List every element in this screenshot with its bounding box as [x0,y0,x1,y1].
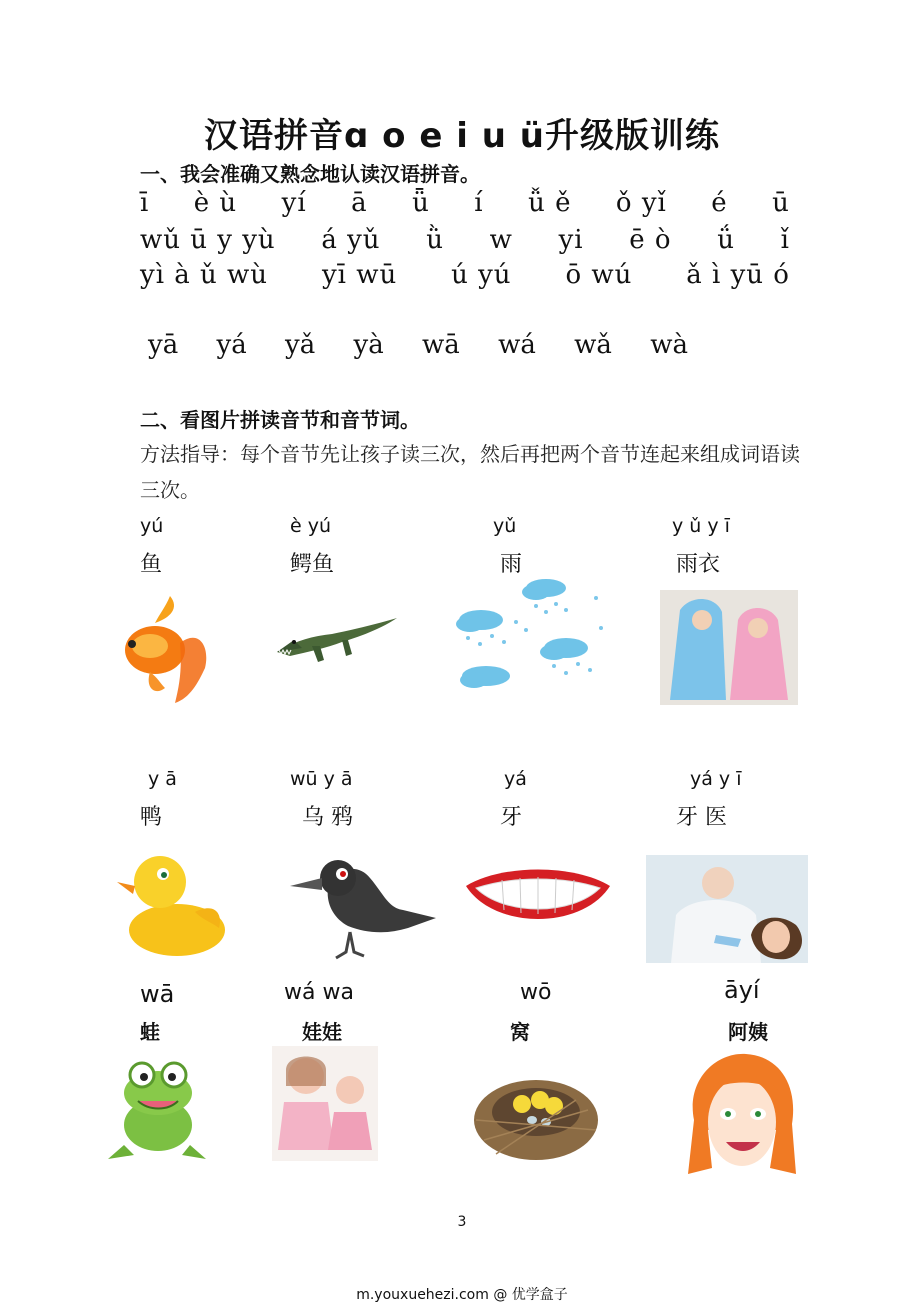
pinyin-item: ī [140,188,150,218]
item-pinyin: yǔ [493,515,517,537]
section1-heading: 一、我会准确又熟念地认读汉语拼音。 [140,162,480,186]
item-hanzi: 牙 医 [676,805,727,830]
pinyin-item: yǎ [285,330,316,360]
footer-site[interactable]: m.youxuehezi.com @ 优学盒子 [356,1287,568,1303]
pinyin-item: ǚ ě [528,188,572,218]
item-pinyin: wā [140,980,175,1008]
item-hanzi: 雨衣 [676,552,721,577]
pinyin-item: wā [422,330,460,360]
pinyin-item: yī wū [321,260,398,290]
pinyin-item: yí [281,188,307,218]
page-title: 汉语拼音ɑ o e i u ü升级版训练 [203,116,720,156]
item-pinyin: wō [520,980,552,1005]
item-hanzi: 蛙 [140,1020,160,1044]
item-hanzi: 窝 [510,1020,530,1044]
item-hanzi: 鸭 [140,805,163,830]
pinyin-item: ō wú [565,260,633,290]
item-pinyin: āyí [724,976,760,1004]
pinyin-row-1 [140,188,790,218]
item-hanzi: 阿姨 [728,1020,768,1044]
pinyin-item: ā [351,188,368,218]
page-number: 3 [457,1214,467,1230]
pinyin-item: í [474,188,484,218]
item-pinyin: è yú [290,515,332,537]
item-hanzi: 牙 [500,805,523,830]
pinyin-item: è ù [193,188,238,218]
pinyin-item: wà [650,330,688,360]
pinyin-item: ǎ ì yū ó [686,260,790,290]
item-hanzi: 鳄鱼 [290,552,335,577]
pinyin-item: yā [148,330,179,360]
pinyin-item: ǖ [412,188,430,218]
nest-picture [466,1060,606,1170]
item-hanzi: 娃娃 [302,1020,342,1044]
item-hanzi: 乌 鸦 [302,805,353,830]
pinyin-item: ǒ yǐ [615,188,667,218]
item-pinyin: y ǔ y ī [672,515,730,537]
item-hanzi: 雨 [500,552,523,577]
pinyin-item: yà [353,330,384,360]
pinyin-item: ē ò [629,225,672,255]
pinyin-item: w [489,225,513,255]
method-guide: 方法指导：每个音节先让孩子读三次，然后再把两个音节连起来组成词语读三次。 [140,442,800,502]
pinyin-item: ǘ [717,225,735,255]
pinyin-row-2 [140,225,790,255]
teeth-picture [462,858,614,940]
pinyin-item: wá [498,330,536,360]
item-pinyin: wū y ā [290,768,353,790]
pinyin-item: wǎ [574,330,612,360]
crocodile-picture [272,600,402,670]
pinyin-item: ū [772,188,790,218]
rain-cloud-picture [456,578,608,703]
pinyin-item: yì à ǔ wù [140,260,269,290]
aunt-face-picture [686,1050,798,1178]
pinyin-row-3 [140,260,790,290]
section2-heading: 二、看图片拼读音节和音节词。 [140,408,420,432]
frog-picture [104,1055,210,1165]
goldfish-picture [110,588,215,708]
item-pinyin: yá y ī [690,768,742,790]
dolls-picture [272,1046,378,1161]
raincoat-picture [660,590,798,705]
dentist-picture [646,855,808,963]
item-pinyin: wá wa [284,980,354,1005]
pinyin-item: yi [558,225,584,255]
pinyin-item: yá [216,330,247,360]
item-pinyin: y ā [148,768,177,790]
pinyin-item: ǜ [426,225,444,255]
item-hanzi: 鱼 [140,552,163,577]
item-pinyin: yá [504,768,527,790]
pinyin-item: á yǔ [321,225,381,255]
duck-picture [115,842,230,960]
pinyin-item: é [711,188,728,218]
pinyin-item: ǐ [780,225,790,255]
pinyin-item: ú yú [451,260,512,290]
pinyin-row-4 [148,330,688,360]
crow-picture [288,848,438,960]
pinyin-item: wǔ ū y yù [140,225,276,255]
item-pinyin: yú [140,515,164,537]
